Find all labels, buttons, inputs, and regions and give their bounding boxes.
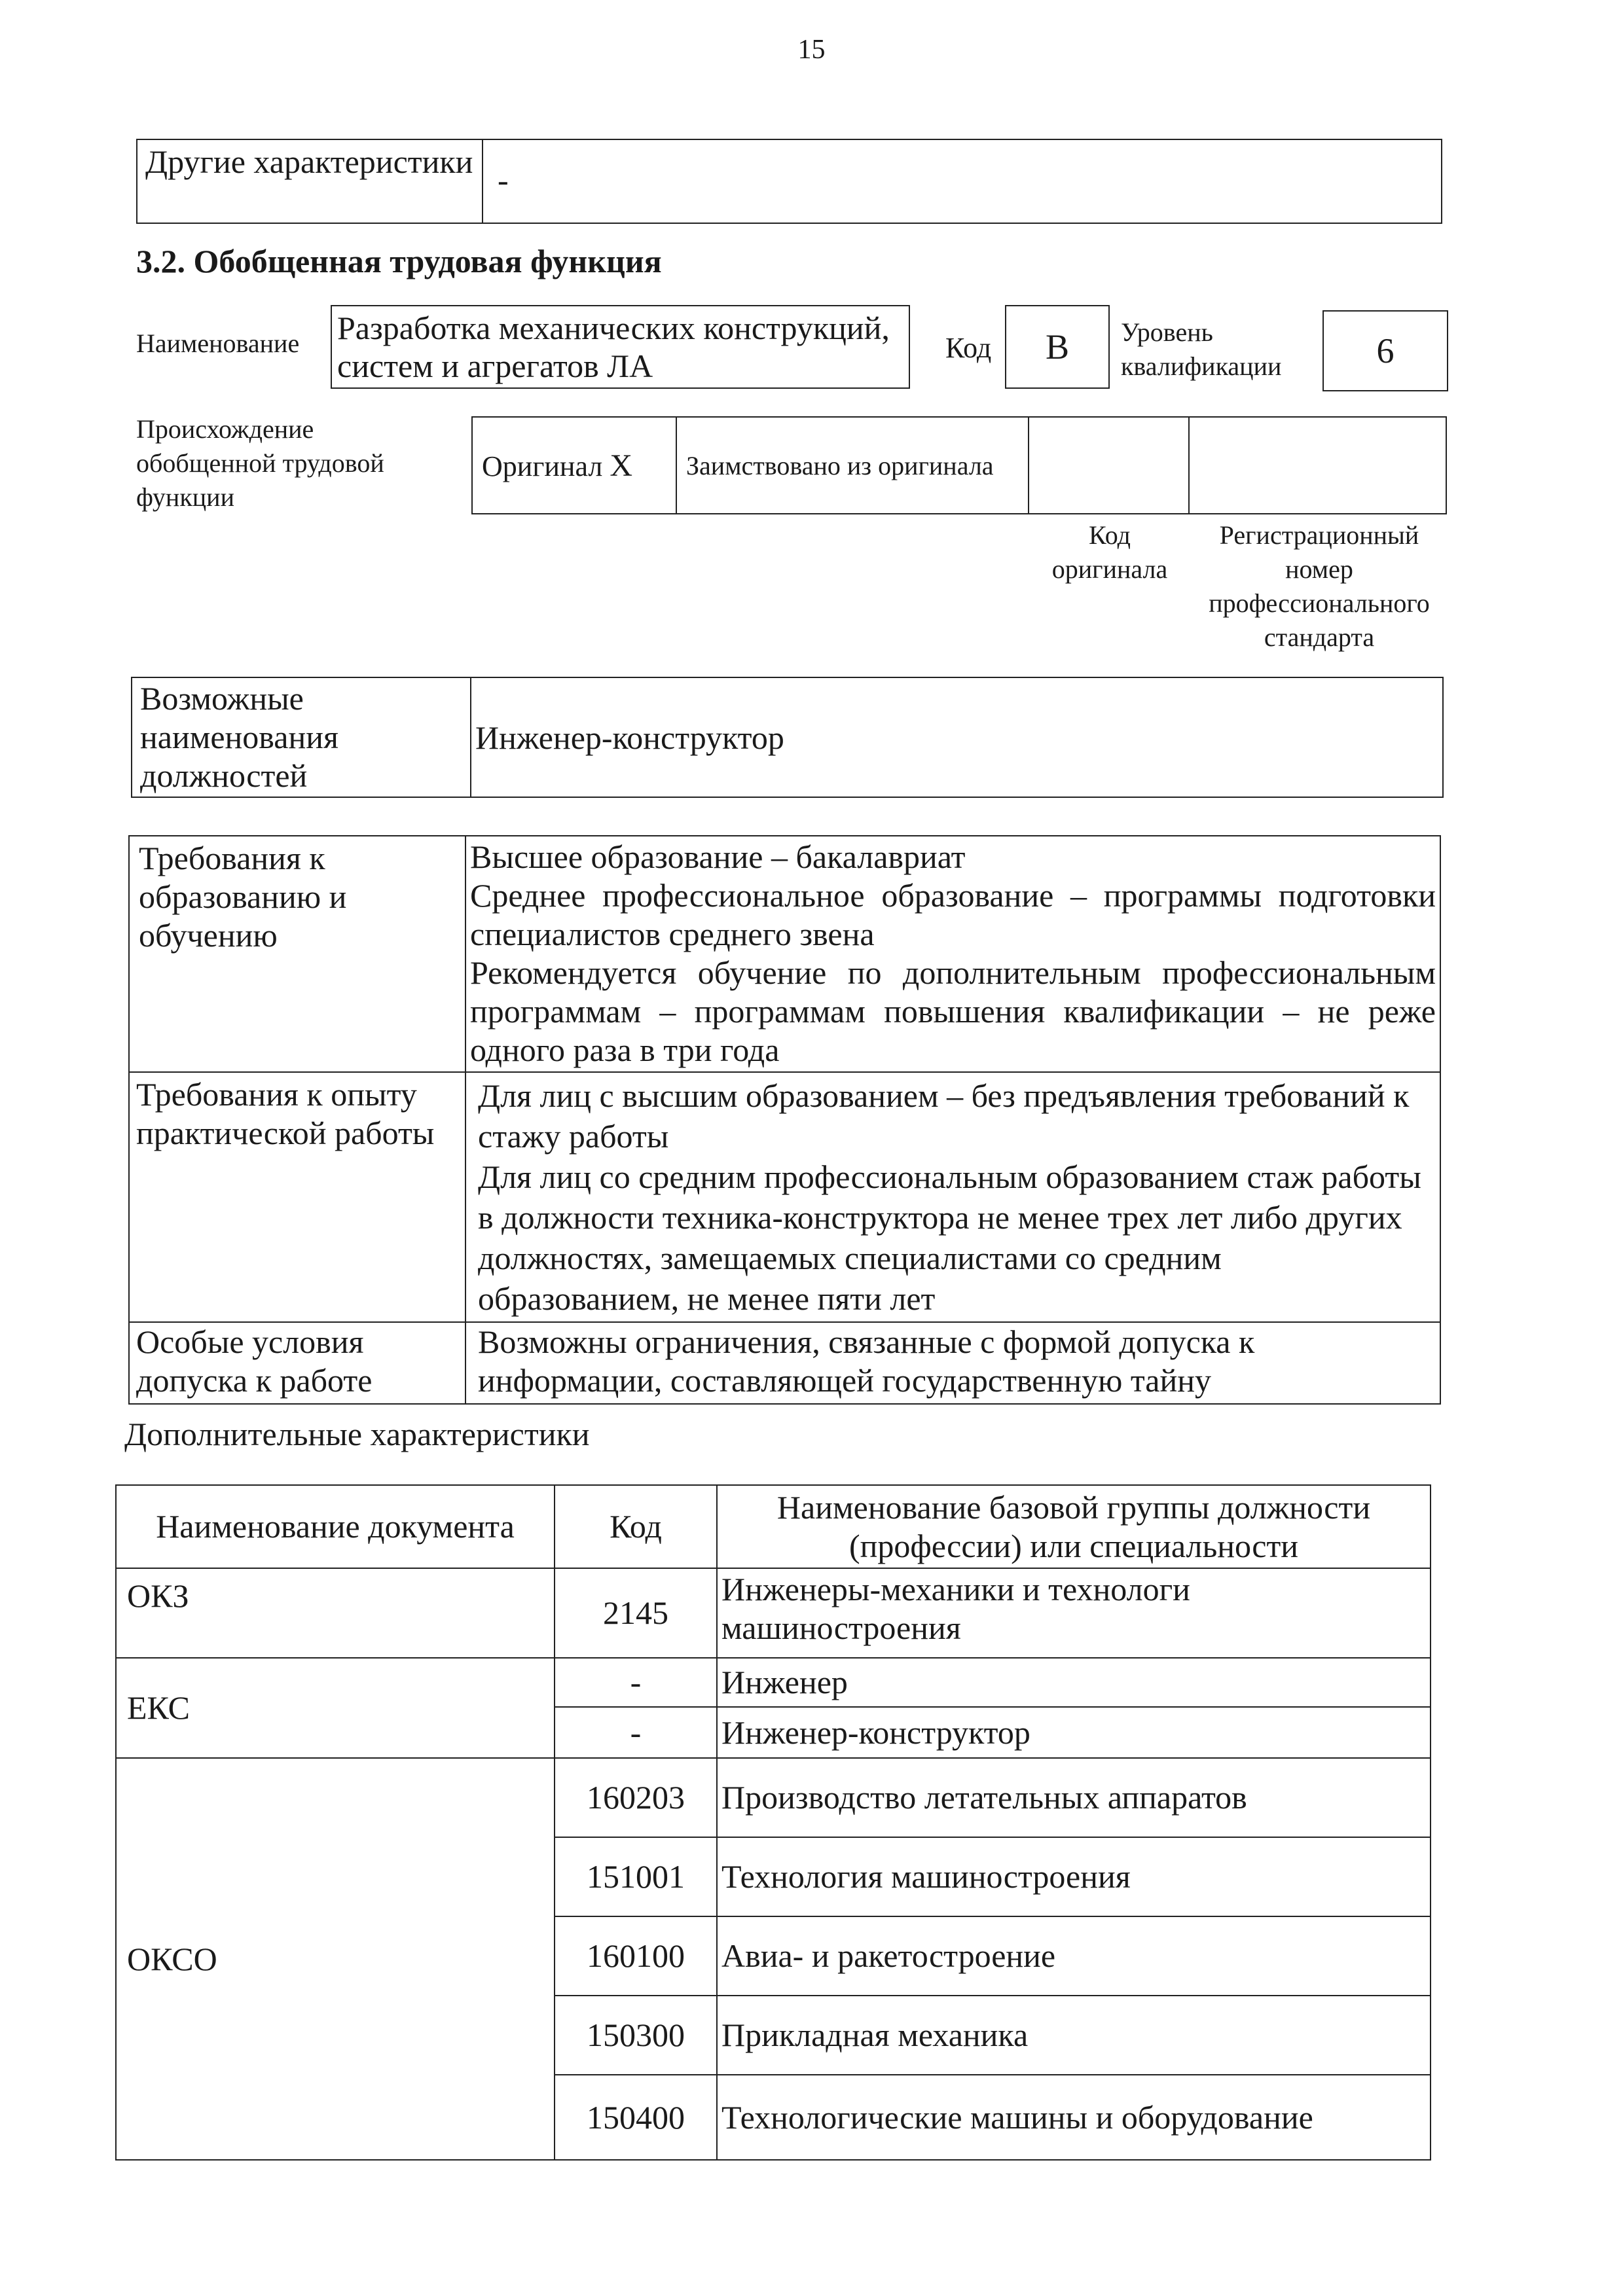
origin-label: Происхождение обобщенной трудовой функции (136, 414, 384, 512)
positions-label: Возможные наименования должностей (132, 677, 471, 797)
other-characteristics-label: Другие характеристики (137, 139, 483, 223)
okso-code (555, 1837, 717, 1916)
header-doc-label: Наименование документа (156, 1508, 515, 1545)
okso-code-value: 160203 (587, 1779, 685, 1816)
eks-doc (116, 1658, 555, 1758)
okso-name-value: Производство летательных аппаратов (721, 1779, 1247, 1816)
okso-code-value: 160100 (587, 1937, 685, 1974)
experience-label: Требования к опыту практической работы (129, 1072, 465, 1322)
education-line: Рекомендуется обучение по дополнительным профессиональным программам – программам повышения квалификации – не реже одного раза в три года (470, 954, 1436, 1068)
eks-doc-label: ЕКС (127, 1689, 190, 1726)
origin-code-cell (1029, 417, 1189, 514)
level-box (1322, 310, 1448, 391)
origin-original-cell (472, 417, 676, 514)
code-value: B (1045, 327, 1070, 367)
origin-original-mark: X (610, 448, 633, 483)
okz-name-value: Инженеры-механики и технологи машиностроения (721, 1571, 1190, 1646)
okso-code-value: 150300 (587, 2017, 685, 2053)
origin-code-caption: Код оригинала (1051, 520, 1168, 584)
header-doc (116, 1485, 555, 1568)
gtf-name-box (331, 305, 910, 389)
okso-name (717, 1996, 1431, 2075)
eks-code-value: - (630, 1664, 642, 1700)
eks-code (555, 1658, 717, 1707)
level-label: Уровень квалификации (1121, 317, 1282, 381)
education-content (465, 836, 1440, 1072)
eks-code (555, 1707, 717, 1758)
okso-name-value: Прикладная механика (721, 2017, 1029, 2053)
okso-name (717, 2075, 1431, 2160)
okso-code (555, 1916, 717, 1996)
okso-name (717, 1837, 1431, 1916)
positions-table (131, 677, 1444, 798)
okso-code-value: 151001 (587, 1858, 685, 1895)
code-box (1005, 305, 1110, 389)
okz-code (555, 1568, 717, 1658)
page-number: 15 (797, 35, 826, 65)
education-line: Среднее профессиональное образование – программы подготовки специалистов среднего звена (470, 877, 1436, 952)
other-characteristics-value: - (483, 139, 1442, 223)
origin-reg-caption: Регистрационный номер профессионального стандарта (1209, 520, 1430, 652)
header-group-label: Наименование базовой группы должности (профессии) или специальности (776, 1488, 1371, 1564)
other-characteristics-table (136, 139, 1442, 224)
admission-content (465, 1322, 1440, 1404)
eks-code-value: - (630, 1713, 642, 1751)
eks-name-value: Инженер (721, 1664, 848, 1700)
eks-name (717, 1707, 1431, 1758)
origin-table (471, 416, 1447, 514)
okz-code-value: 2145 (603, 1594, 668, 1631)
header-code (555, 1485, 717, 1568)
okso-doc (116, 1758, 555, 2160)
experience-line: Для лиц с высшим образованием – без предъявления требований к стажу работы (478, 1077, 1410, 1155)
okso-name (717, 1758, 1431, 1837)
admission-label: Особые условия допуска к работе (129, 1322, 465, 1404)
requirements-table (128, 835, 1441, 1405)
origin-original-label: Оригинал (482, 450, 603, 482)
positions-value: Инженер-конструктор (471, 677, 1443, 797)
eks-name (717, 1658, 1431, 1707)
okso-code (555, 1758, 717, 1837)
origin-borrowed-cell (676, 417, 1029, 514)
origin-reg-cell (1189, 417, 1446, 514)
okz-doc (116, 1568, 555, 1658)
okz-doc-label: ОКЗ (127, 1577, 189, 1614)
header-code-label: Код (610, 1508, 662, 1545)
admission-line: Возможны ограничения, связанные с формой допуска к информации, составляющей государственную тайну (478, 1323, 1255, 1399)
additional-title: Дополнительные характеристики (124, 1416, 590, 1452)
education-label: Требования к образованию и обучению (129, 836, 465, 1072)
experience-content (465, 1072, 1440, 1322)
okso-code-value: 150400 (587, 2098, 685, 2136)
okso-name-value: Технология машиностроения (721, 1858, 1131, 1895)
experience-line: Для лиц со средним профессиональным образованием стаж работы в должности техника-конструктора не менее трех лет либо других должностях, замещаемых специалистами со средним образованием, не менее пяти лет (478, 1158, 1421, 1317)
additional-table (115, 1484, 1431, 2161)
okso-doc-label: ОКСО (127, 1940, 217, 1977)
section-title: 3.2. Обобщенная трудовая функция (136, 243, 662, 279)
name-label: Наименование (136, 329, 300, 358)
gtf-name-value: Разработка механических конструкций, систем и агрегатов ЛА (337, 310, 890, 384)
okz-name (717, 1568, 1431, 1658)
okso-name (717, 1916, 1431, 1996)
okso-code (555, 2075, 717, 2160)
okso-code (555, 1996, 717, 2075)
education-line: Высшее образование – бакалавриат (470, 838, 966, 875)
okso-name-value: Авиа- и ракетостроение (721, 1937, 1056, 1974)
header-group (717, 1485, 1431, 1568)
level-value: 6 (1376, 331, 1395, 370)
code-label: Код (945, 332, 992, 364)
origin-borrowed-label: Заимствовано из оригинала (686, 450, 994, 480)
eks-name-value: Инженер-конструктор (721, 1713, 1030, 1751)
okso-name-value: Технологические машины и оборудование (721, 2098, 1313, 2136)
